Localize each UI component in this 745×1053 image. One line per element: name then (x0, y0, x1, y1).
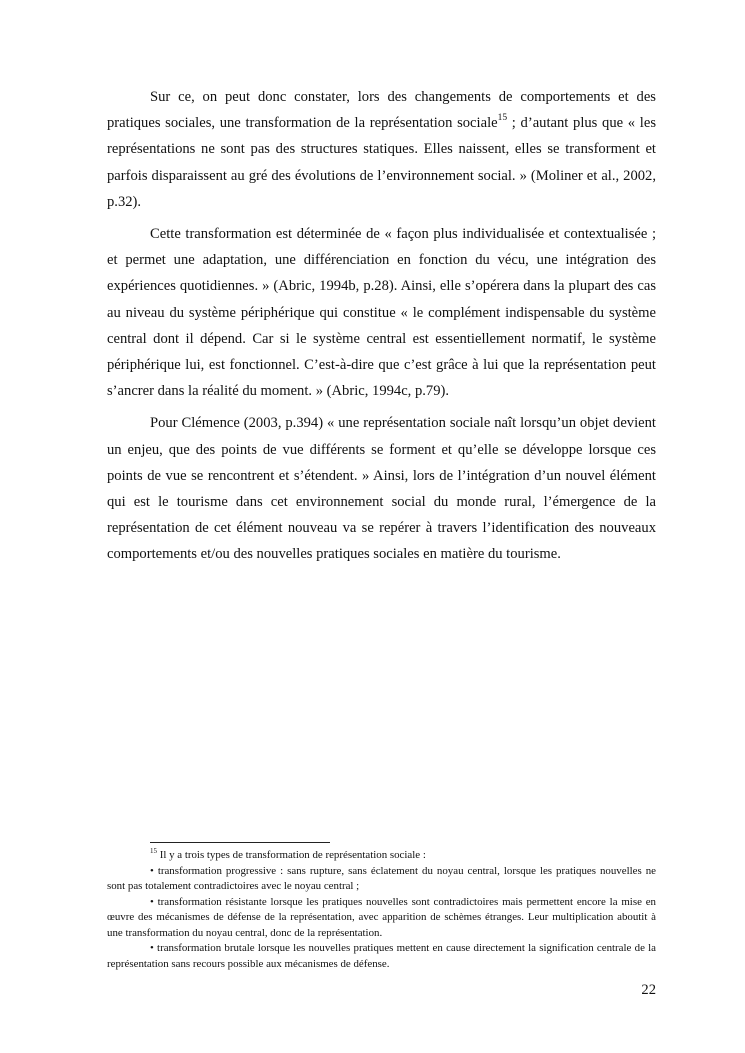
paragraph-2: Cette transformation est déterminée de « façon plus individualisée et contextualisée ; et permet une adaptation, une différenciation en fonction du vécu, une intégration des expériences quotidiennes. » (Abric, 1994b, p.28). Ainsi, elle s’opérera dans la plupart des cas au niveau du système périphérique qui constitue « le complément indispensable du système central dont il dépend. Car si le système central est essentiellement normatif, le système périphérique lui, est fonctionnel. C’est-à-dire que c’est grâce à lui que la représentation peut s’ancrer dans la réalité du moment. » (Abric, 1994c, p.79). (107, 226, 656, 400)
page-number: 22 (641, 982, 656, 998)
footnote-number: 15 (150, 847, 157, 856)
footnote-intro (107, 848, 656, 864)
footnote-item-resistante: • transformation résistante lorsque les pratiques nouvelles sont contradictoires mais permettent encore la mise en œuvre des mécanismes de défense de la représentation, avec apparition de schèmes étranges. Leur multiplication aboutit à une transformation du noyau central, donc de la représentation. (107, 895, 656, 939)
footnotes (107, 848, 656, 972)
paragraph-1-text-end: ; d’autant plus que « les représentations ne sont pas des structures statiques. Elles naissent, elles se transforment et parfois disparaissent au gré des évolutions de l’environnement social. » (Moliner et al., 2002, p.32). (107, 115, 656, 210)
footnote-reference[interactable]: 15 (497, 113, 508, 124)
footnote-intro-text: Il y a trois types de transformation de représentation sociale : (157, 849, 426, 861)
body-text (107, 84, 656, 568)
footnote-item-brutale: • transformation brutale lorsque les nouvelles pratiques mettent en cause directement la signification centrale de la représentation sans recours possible aux mécanismes de défense. (107, 942, 656, 970)
paragraph-1 (107, 84, 656, 215)
footnote-separator (150, 842, 330, 843)
footnote-item-progressive: • transformation progressive : sans rupture, sans éclatement du noyau central, lorsque les pratiques nouvelles ne sont pas totalement contradictoires avec le noyau central ; (107, 864, 656, 892)
paragraph-3: Pour Clémence (2003, p.394) « une représentation sociale naît lorsqu’un objet devient un enjeu, que des points de vue différents se forment et qu’elle se développe lorsque ces points de vue se rencontrent et s’étendent. » Ainsi, lors de l’intégration d’un nouvel élément qui est le tourisme dans cet environnement social du monde rural, l’émergence de la représentation de cet élément nouveau va se repérer à travers l’identification des nouveaux comportements et/ou des nouvelles pratiques sociales en matière du tourisme. (107, 415, 656, 563)
paragraph-1-text-start: Sur ce, on peut donc constater, lors des changements de comportements et des pratiques sociales, une transformation de la représentation sociale (107, 89, 656, 132)
